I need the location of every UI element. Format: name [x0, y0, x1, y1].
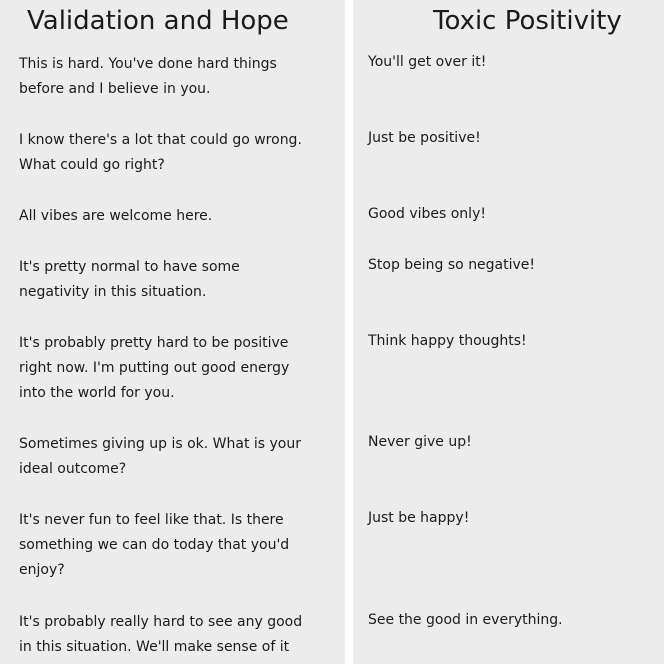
validation-statement: [19, 508, 289, 583]
validation-heading: Validation and Hope: [27, 6, 289, 36]
statement-line: in this situation. We'll make sense of it: [19, 639, 290, 655]
statement-line: What could go right?: [19, 157, 165, 173]
statement-line: before and I believe in you.: [19, 81, 211, 97]
toxic-positivity-column: [353, 0, 664, 664]
toxic-statement: Never give up!: [368, 434, 472, 450]
toxic-statement: You'll get over it!: [368, 54, 487, 70]
validation-statement: [19, 610, 302, 660]
validation-statement: [19, 204, 212, 229]
toxic-statement: See the good in everything.: [368, 612, 563, 628]
statement-line: It's probably really hard to see any good: [19, 614, 303, 630]
validation-statement: [19, 128, 302, 178]
toxic-statement: Stop being so negative!: [368, 257, 536, 273]
statement-line: ideal outcome?: [19, 461, 127, 477]
statement-line: enjoy?: [19, 562, 65, 578]
statement-line: It's never fun to feel like that. Is there: [19, 512, 284, 528]
toxic-statement: Just be positive!: [368, 130, 481, 146]
statement-line: This is hard. You've done hard things: [19, 56, 277, 72]
statement-line: into the world for you.: [19, 385, 175, 401]
statement-line: All vibes are welcome here.: [19, 208, 213, 224]
toxic-positivity-heading: Toxic Positivity: [433, 6, 622, 36]
validation-statement: [19, 432, 301, 482]
toxic-statement: Just be happy!: [368, 510, 470, 526]
statement-line: It's pretty normal to have some: [19, 259, 240, 275]
statement-line: I know there's a lot that could go wrong.: [19, 132, 302, 148]
statement-line: Sometimes giving up is ok. What is your: [19, 436, 302, 452]
validation-statement: [19, 255, 240, 305]
statement-line: It's probably pretty hard to be positive: [19, 335, 289, 351]
validation-statement: [19, 331, 289, 406]
statement-line: something we can do today that you'd: [19, 537, 290, 553]
statement-line: negativity in this situation.: [19, 284, 207, 300]
toxic-statement: Good vibes only!: [368, 206, 486, 222]
statement-line: right now. I'm putting out good energy: [19, 360, 290, 376]
validation-statement: [19, 52, 277, 102]
toxic-statement: Think happy thoughts!: [368, 333, 527, 349]
